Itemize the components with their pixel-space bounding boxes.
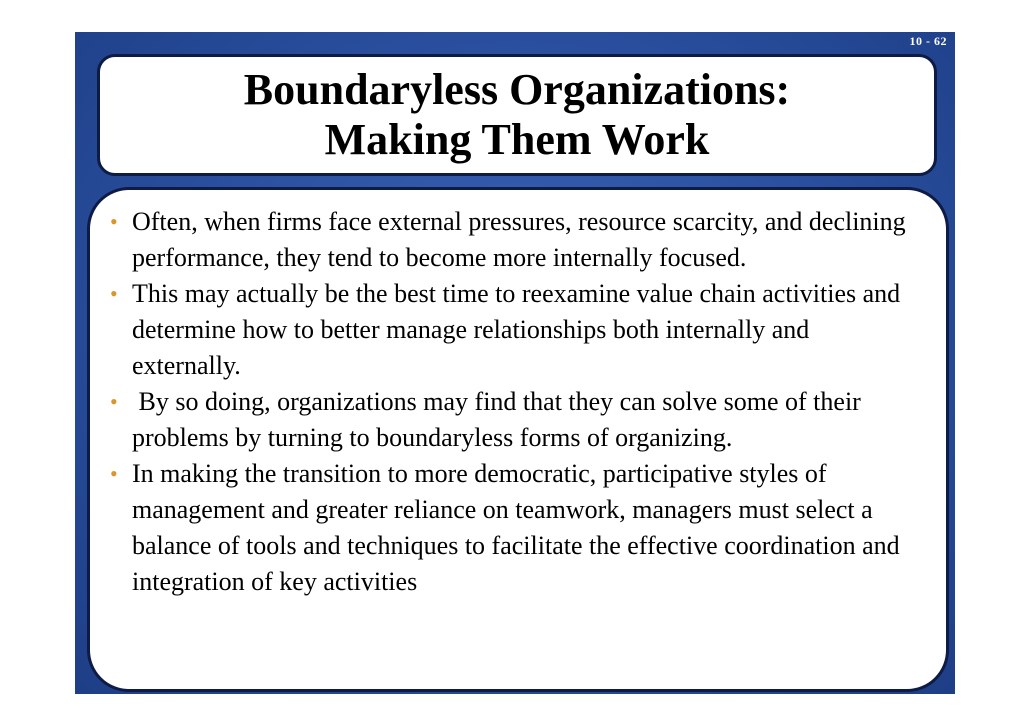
- bullet-text: Often, when firms face external pressures, resource scarcity, and declining performance, they tend to become more internally focused.: [132, 207, 906, 272]
- bullet-list: [90, 190, 946, 600]
- bullet-text: This may actually be the best time to reexamine value chain activities and determine how to better manage relationships both internally and externally.: [132, 279, 901, 380]
- bullet-item: [110, 456, 910, 600]
- slide-number: 10 - 62: [909, 34, 947, 48]
- bullet-dot-icon: •: [110, 389, 118, 414]
- bullet-item: [110, 384, 910, 456]
- bullet-dot-icon: •: [110, 461, 118, 486]
- bullet-text: By so doing, organizations may find that they can solve some of their problems by turning to boundaryless forms of organizing.: [132, 387, 868, 452]
- slide-title-line-1: Boundaryless Organizations:: [243, 65, 791, 114]
- bullet-dot-icon: •: [110, 281, 118, 306]
- bullet-dot-icon: •: [110, 209, 118, 234]
- slide-title-line-2: Making Them Work: [324, 115, 710, 164]
- content-box: [87, 187, 949, 692]
- title-box: [97, 54, 937, 176]
- slide: [75, 32, 955, 694]
- bullet-item: [110, 204, 910, 276]
- bullet-text: In making the transition to more democratic, participative styles of management and greater reliance on teamwork, managers must select a balance of tools and techniques to facilitate the effective coordination and integration of key activities: [132, 459, 900, 596]
- bullet-item: [110, 276, 910, 384]
